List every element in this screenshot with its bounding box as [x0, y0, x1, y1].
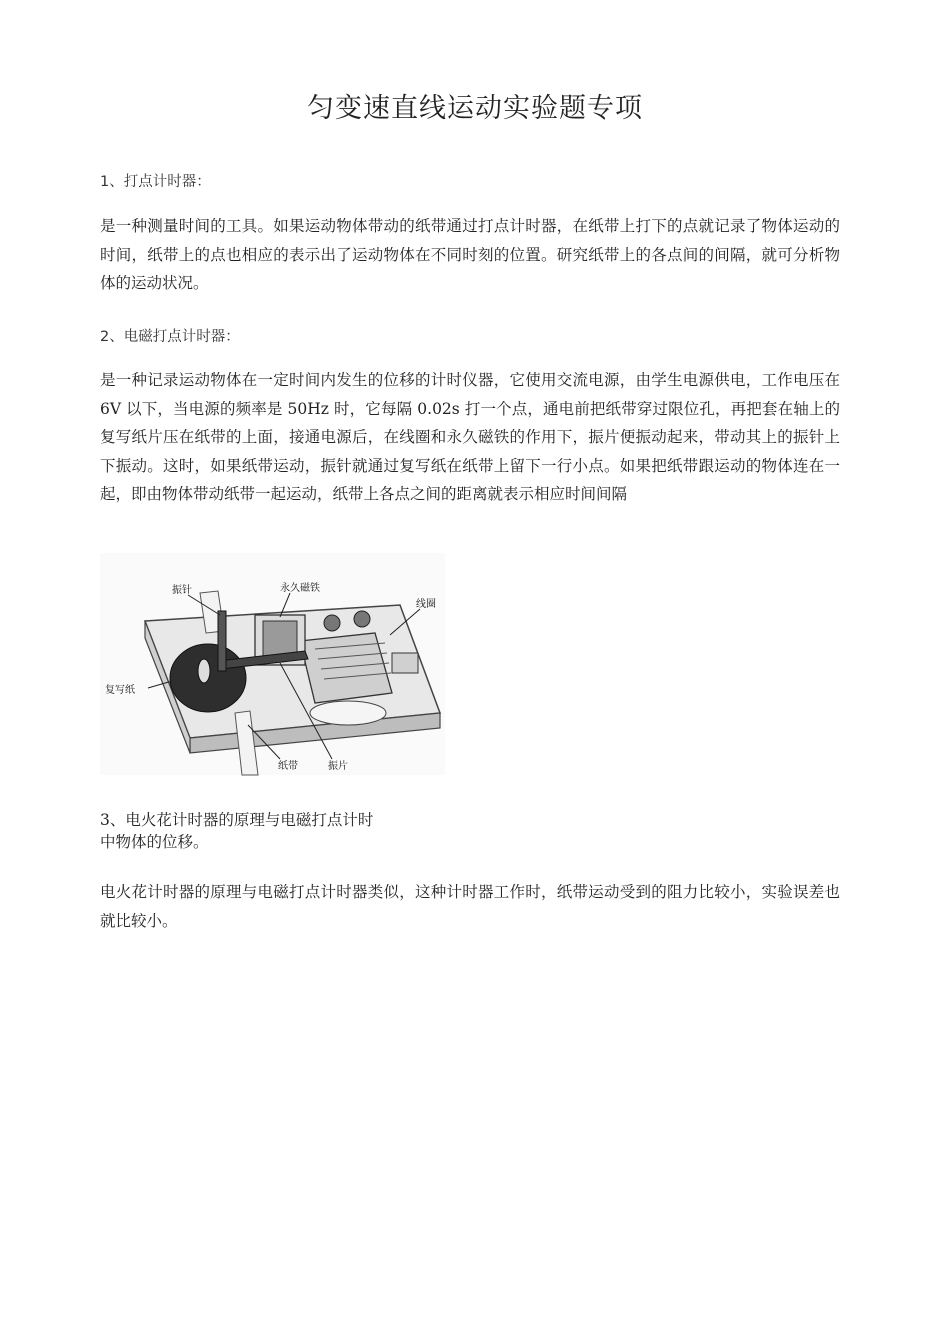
section-2-continued: 中物体的位移。 [100, 833, 209, 851]
terminal-knob-left [324, 615, 340, 631]
name-plate [310, 701, 386, 725]
section-2-paragraph: 是一种记录运动物体在一定时间内发生的位移的计时仪器，它使用交流电源，由学生电源供电，工作电压在 6V 以下，当电源的频率是 50Hz 时，它每隔 0.02s 打一个点，通电前把纸带穿过限位孔，再把套在轴上的复写纸片压在纸带的上面，接通电源后，在线圈和永久磁铁的作用下，振片便振动起来，带动其上的振针上下振动。这时，如果纸带运动，振针就通过复写纸在纸带上留下一行小点。如果把纸带跟运动的物体连在一起，即由物体带动纸带一起运动，纸带上各点之间的距离就表示相应时间间隔 [100, 371, 840, 503]
terminal-knob-right [354, 611, 370, 627]
section-3-paragraph: 电火花计时器的原理与电磁打点计时器类似，这种计时器工作时，纸带运动受到的阻力比较小，实验误差也就比较小。 [100, 883, 840, 930]
section-2-heading: 2、电磁打点计时器： [100, 329, 240, 345]
label-needle: 振针 [172, 585, 192, 596]
dot-timer-diagram [100, 553, 445, 775]
label-paper-tape: 纸带 [278, 761, 298, 772]
vibrating-needle [218, 611, 226, 671]
label-vibrating-plate: 振片 [328, 761, 348, 772]
section-3-heading-clipped: 3、电火花计时器的原理与电磁打点计时 [100, 811, 374, 829]
label-coil: 线圈 [416, 599, 436, 610]
page-title: 匀变速直线运动实验题专项 [307, 93, 643, 124]
section-1-paragraph: 是一种测量时间的工具。如果运动物体带动的纸带通过打点计时器，在纸带上打下的点就记录了物体运动的时间，纸带上的点也相应的表示出了运动物体在不同时刻的位置。研究纸带上的各点间的间隔，就可分析物体的运动状况。 [100, 217, 840, 292]
label-magnet: 永久磁铁 [280, 583, 320, 594]
label-carbon-paper: 复写纸 [105, 685, 135, 696]
section-1-heading: 1、打点计时器： [100, 174, 211, 190]
